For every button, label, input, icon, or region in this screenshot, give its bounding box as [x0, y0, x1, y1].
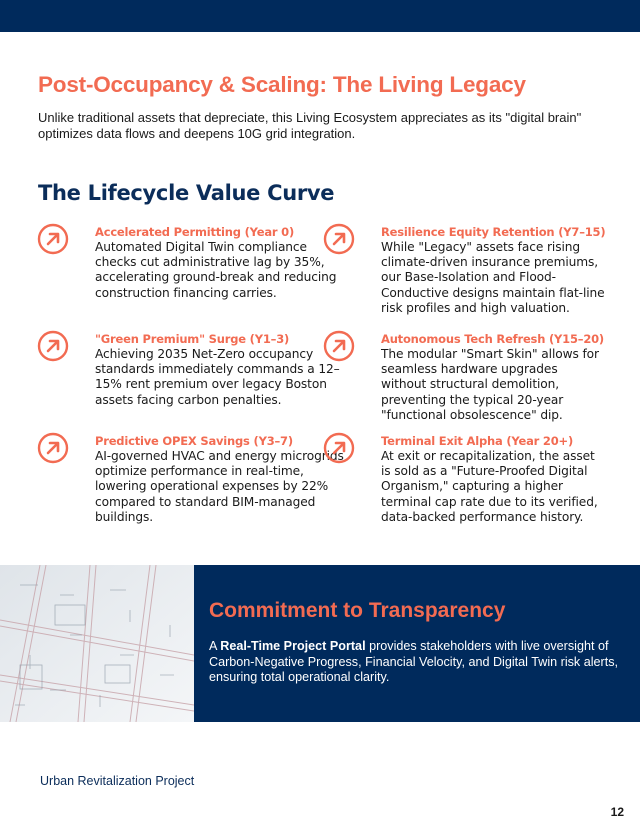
item-title: Resilience Equity Retention (Y7–15) [381, 225, 606, 239]
intro-text: Unlike traditional assets that depreciate, this Living Ecosystem appreciates as its "digital brain" optimizes data flows and deepens 10G grid integration. [38, 110, 582, 141]
item-title: Terminal Exit Alpha (Year 20+) [381, 434, 574, 448]
portal-name: Real-Time Project Portal [220, 639, 366, 653]
section-heading: The Lifecycle Value Curve [38, 181, 335, 205]
item-title: Autonomous Tech Refresh (Y15–20) [381, 332, 604, 346]
arrow-up-right-circle-icon [323, 330, 355, 362]
item-body: Automated Digital Twin compliance checks cut administrative lag by 35%, accelerating ground-break and reducing construction financing carries. [95, 240, 337, 300]
arrow-up-right-circle-icon [37, 432, 69, 464]
lifecycle-item [381, 225, 606, 316]
arrow-up-right-circle-icon [323, 223, 355, 255]
body-prefix: A [209, 639, 221, 653]
transparency-banner [0, 565, 640, 722]
lifecycle-item [381, 332, 606, 423]
transparency-title: Commitment to Transparency [209, 599, 506, 622]
arrow-up-right-circle-icon [37, 330, 69, 362]
top-banner [0, 0, 640, 32]
lifecycle-item [95, 225, 345, 301]
item-body: While "Legacy" assets face rising climate-driven insurance premiums, our Base-Isolation and Flood-Conductive designs maintain flat-line risk profiles and high valuation. [381, 240, 605, 315]
item-body: AI-governed HVAC and energy microgrids optimize performance in real-time, lowering operational expenses by 22% compared to standard BIM-managed buildings. [95, 449, 344, 524]
arrow-up-right-circle-icon [37, 223, 69, 255]
page-number: 12 [610, 805, 624, 819]
arrow-up-right-circle-icon [323, 432, 355, 464]
item-body: The modular "Smart Skin" allows for seamless hardware upgrades without structural demolition, preventing the typical 20-year "functional obsolescence" dip. [381, 347, 599, 422]
item-body: Achieving 2035 Net-Zero occupancy standards immediately commands a 12–15% rent premium over legacy Boston assets facing carbon penalties. [95, 347, 340, 407]
transparency-body [209, 639, 629, 686]
blueprint-image [0, 565, 194, 722]
lifecycle-item [95, 434, 345, 525]
item-body: At exit or recapitalization, the asset is sold as a "Future-Proofed Digital Organism," capturing a higher terminal cap rate due to its verified, data-backed performance history. [381, 449, 598, 524]
item-title: "Green Premium" Surge (Y1–3) [95, 332, 290, 346]
page-title: Post-Occupancy & Scaling: The Living Legacy [38, 72, 526, 97]
blueprint-drawing-icon [0, 565, 194, 722]
item-title: Predictive OPEX Savings (Y3–7) [95, 434, 293, 448]
lifecycle-item [95, 332, 345, 408]
transparency-panel [194, 565, 640, 722]
body-rest: provides stakeholders with live oversight of Carbon-Negative Progress, Financial Velocity, and Digital Twin risk alerts, ensuring total operational clarity. [209, 639, 619, 684]
footer-project-name: Urban Revitalization Project [40, 774, 195, 788]
lifecycle-item [381, 434, 606, 525]
item-title: Accelerated Permitting (Year 0) [95, 225, 295, 239]
